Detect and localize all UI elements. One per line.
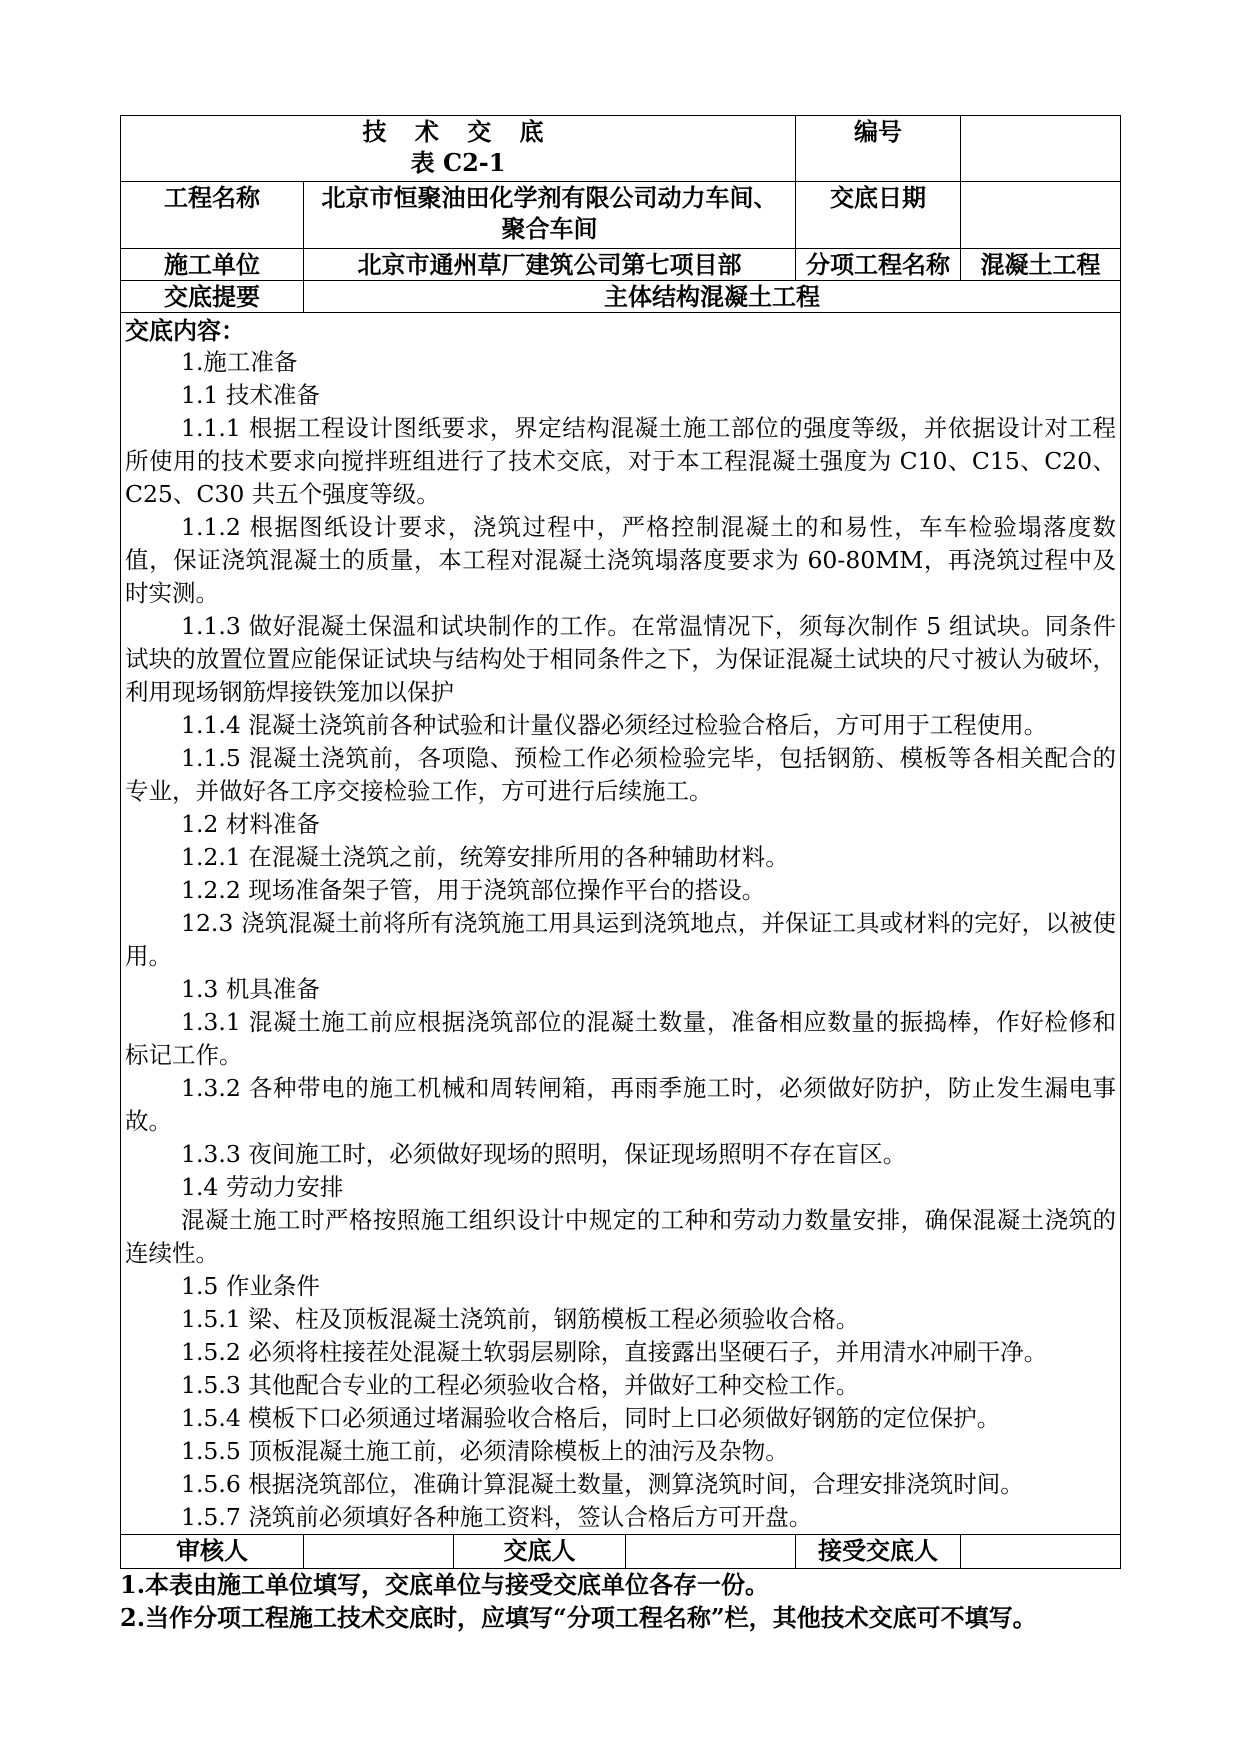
- signature-row: [121, 1535, 1121, 1569]
- content-paragraph: 1.1 技术准备: [181, 381, 320, 409]
- content-paragraph: 1.3.1 混凝土施工前应根据浇筑部位的混凝土数量，准备相应数量的振捣棒，作好检修和标记工作。: [125, 1008, 1117, 1069]
- presenter-label: 交底人: [454, 1535, 626, 1569]
- content-paragraph: 混凝土施工时严格按照施工组织设计中规定的工种和劳动力数量安排，确保混凝土浇筑的连续性。: [125, 1206, 1117, 1267]
- number-label: 编号: [796, 116, 961, 182]
- content-paragraph: 1.1.2 根据图纸设计要求，浇筑过程中，严格控制混凝土的和易性，车车检验塌落度数值，保证浇筑混凝土的质量，本工程对混凝土浇筑塌落度要求为 60-80MM，再浇筑过程中及时实测。: [125, 513, 1117, 607]
- content-paragraph: 1.5 作业条件: [181, 1272, 320, 1300]
- footnote-item: 1.本表由施工单位填写，交底单位与接受交底单位各存一份。: [120, 1570, 770, 1599]
- summary-row: [121, 281, 1121, 313]
- content-paragraph: 1.3.3 夜间施工时，必须做好现场的照明，保证现场照明不存在盲区。: [181, 1140, 907, 1168]
- content-paragraph: 1.5.4 模板下口必须通过堵漏验收合格后，同时上口必须做好钢筋的定位保护。: [181, 1404, 1001, 1432]
- content-paragraph: 1.5.7 浇筑前必须填好各种施工资料，签认合格后方可开盘。: [181, 1503, 813, 1531]
- footnote-item: 2.当作分项工程施工技术交底时，应填写“分项工程名称”栏，其他技术交底可不填写。: [120, 1603, 1037, 1632]
- unit-label: 施工单位: [121, 249, 304, 281]
- summary-value[interactable]: 主体结构混凝土工程: [304, 281, 1121, 313]
- content-paragraph: 1.5.2 必须将柱接茬处混凝土软弱层剔除，直接露出坚硬石子，并用清水冲刷干净。: [181, 1338, 1048, 1366]
- content-row: [121, 313, 1121, 1535]
- unit-row: [121, 249, 1121, 281]
- reviewer-value[interactable]: [304, 1535, 454, 1569]
- summary-label: 交底提要: [121, 281, 304, 313]
- form-title: 技 术 交 底: [362, 117, 554, 146]
- receiver-value[interactable]: [961, 1535, 1121, 1569]
- presenter-value[interactable]: [626, 1535, 796, 1569]
- content-cell: [121, 313, 1121, 1535]
- content-paragraph: 1.5.6 根据浇筑部位，准确计算混凝土数量，测算浇筑时间，合理安排浇筑时间。: [181, 1470, 1024, 1498]
- number-value[interactable]: [961, 116, 1121, 182]
- content-paragraph: 1.5.1 梁、柱及顶板混凝土浇筑前，钢筋模板工程必须验收合格。: [181, 1305, 860, 1333]
- date-label: 交底日期: [796, 182, 961, 249]
- title-row: [121, 116, 1121, 182]
- content-paragraph: 1.5.5 顶板混凝土施工前，必须清除模板上的油污及杂物。: [181, 1437, 789, 1465]
- form-number: 表 C2-1: [410, 148, 506, 177]
- content-paragraph: 1.1.1 根据工程设计图纸要求，界定结构混凝土施工部位的强度等级，并依据设计对工程所使用的技术要求向搅拌班组进行了技术交底，对于本工程混凝土强度为 C10、C15、C20、C25、C30 共五个强度等级。: [125, 414, 1117, 508]
- subproject-value[interactable]: 混凝土工程: [961, 249, 1121, 281]
- project-row: [121, 182, 1121, 249]
- date-value[interactable]: [961, 182, 1121, 249]
- receiver-label: 接受交底人: [796, 1535, 961, 1569]
- form-title-cell: [121, 116, 796, 182]
- content-heading: 交底内容：: [125, 316, 245, 345]
- content-paragraph: 1.施工准备: [181, 348, 298, 376]
- subproject-label: 分项工程名称: [796, 249, 961, 281]
- content-paragraph: 1.4 劳动力安排: [181, 1173, 344, 1201]
- unit-value[interactable]: 北京市通州草厂建筑公司第七项目部: [304, 249, 796, 281]
- content-paragraph: 1.3 机具准备: [181, 975, 320, 1003]
- content-paragraph: 1.5.3 其他配合专业的工程必须验收合格，并做好工种交检工作。: [181, 1371, 860, 1399]
- reviewer-label: 审核人: [121, 1535, 304, 1569]
- content-paragraph: 1.1.4 混凝土浇筑前各种试验和计量仪器必须经过检验合格后，方可用于工程使用。: [181, 711, 1048, 739]
- content-paragraph: 1.2 材料准备: [181, 810, 320, 838]
- content-paragraph: 1.2.1 在混凝土浇筑之前，统筹安排所用的各种辅助材料。: [181, 843, 789, 871]
- project-name-label: 工程名称: [121, 182, 304, 249]
- footnotes: [120, 1568, 1150, 1634]
- content-paragraph: 12.3 浇筑混凝土前将所有浇筑施工用具运到浇筑地点，并保证工具或材料的完好，以被使用。: [125, 909, 1117, 970]
- content-paragraph: 1.1.5 混凝土浇筑前，各项隐、预检工作必须检验完毕，包括钢筋、模板等各相关配合的专业，并做好各工序交接检验工作，方可进行后续施工。: [125, 744, 1117, 805]
- project-name-value[interactable]: 北京市恒聚油田化学剂有限公司动力车间、聚合车间: [304, 182, 796, 249]
- content-paragraph: 1.3.2 各种带电的施工机械和周转闸箱，再雨季施工时，必须做好防护，防止发生漏电事故。: [125, 1074, 1117, 1135]
- content-paragraph: 1.2.2 现场准备架子管，用于浇筑部位操作平台的搭设。: [181, 876, 766, 904]
- disclosure-form: [120, 115, 1121, 1569]
- content-paragraph: 1.1.3 做好混凝土保温和试块制作的工作。在常温情况下，须每次制作 5 组试块。同条件试块的放置位置应能保证试块与结构处于相同条件之下，为保证混凝土试块的尺寸被认为破坏，利用现场钢筋焊接铁笼加以保护: [125, 612, 1117, 706]
